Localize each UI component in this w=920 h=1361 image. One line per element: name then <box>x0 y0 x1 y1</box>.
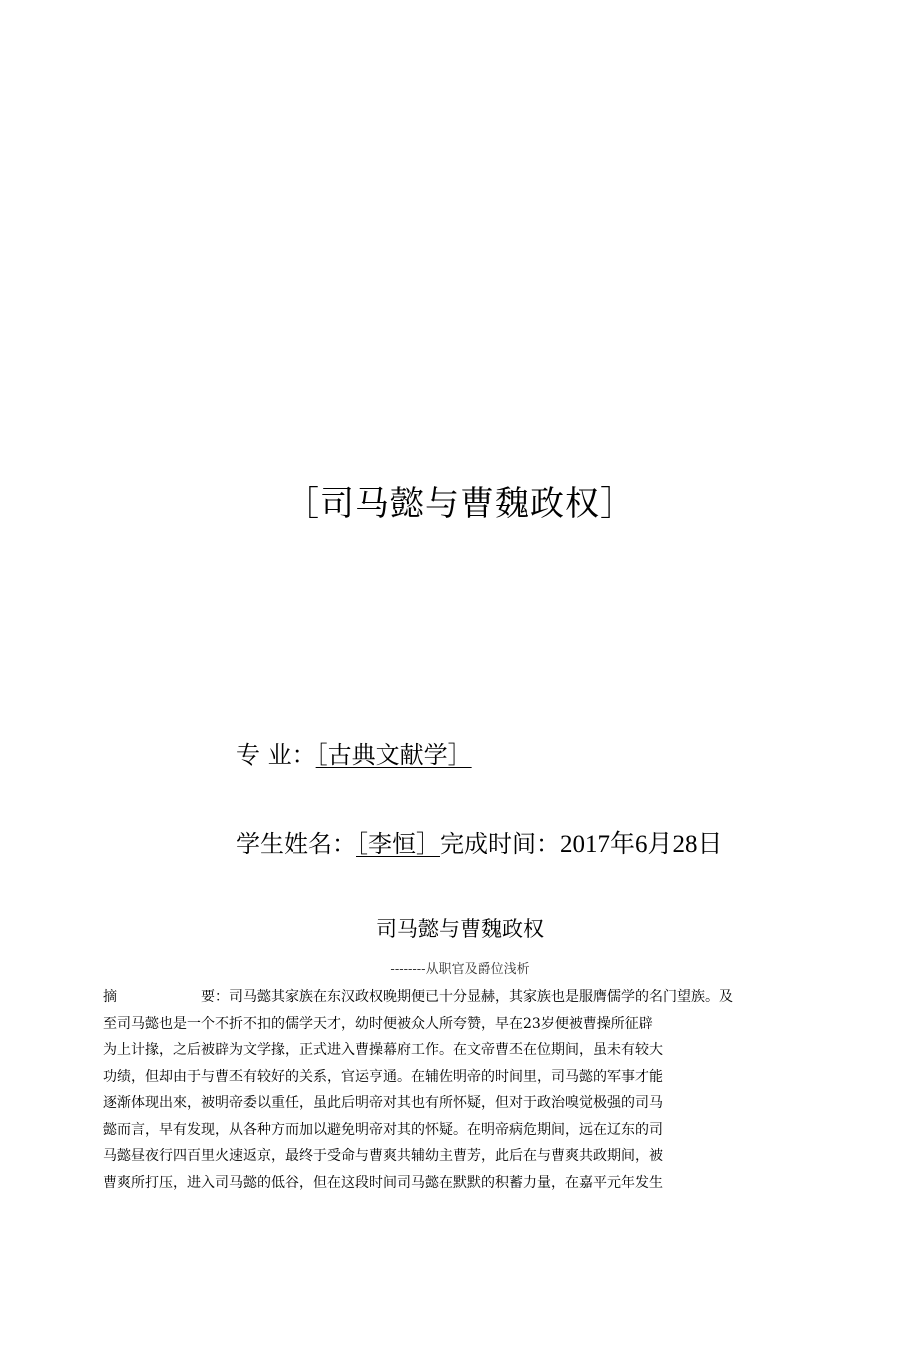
cover-title: ［司马懿与曹魏政权］ <box>285 484 635 524</box>
abstract-line: 懿而言，早有发现，从各种方而加以避免明帝对其的怀疑。在明帝病危期间，远在辽东的司 <box>103 1121 663 1138</box>
student-value: ［李恒］ <box>356 830 440 858</box>
abstract-line: 曹爽所打压，进入司马懿的低谷，但在这段时间司马懿在默默的积蓄力量，在嘉平元年发生 <box>103 1174 663 1191</box>
abstract-line: 至司马懿也是一个不折不扣的儒学天才，幼时便被众人所夸赞，早在23岁便被曹操所征辟 <box>103 1015 653 1032</box>
document-subtitle: --------从职官及爵位浅析 <box>390 962 530 977</box>
abstract <box>103 984 823 1196</box>
document-title: 司马懿与曹魏政权 <box>376 917 544 941</box>
student-field <box>236 824 723 860</box>
major-field <box>236 735 472 770</box>
abstract-label: 摘 <box>103 989 117 1005</box>
major-label: 专 业： <box>236 741 316 769</box>
abstract-line: 马懿昼夜行四百里火速返京，最终于受命与曹爽共辅幼主曹芳，此后在与曹爽共政期间，被 <box>103 1148 663 1164</box>
major-value: ［古典文献学］ <box>315 741 472 769</box>
abstract-line: 功绩，但却由于与曹丕有较好的关系，官运亨通。在辅佐明帝的时间里，司马懿的军事才能 <box>103 1068 663 1085</box>
abstract-line: 为上计掾，之后被辟为文学掾，正式进入曹操幕府工作。在文帝曹丕在位期间，虽未有较大 <box>103 1042 663 1058</box>
student-label: 学生姓名： <box>236 830 356 858</box>
abstract-text: 司马懿其家族在东汉政权晚期便已十分显赫，其家族也是服膺儒学的名门望族。及 <box>229 989 733 1005</box>
abstract-line <box>103 984 823 1011</box>
abstract-line: 逐渐体现出來，被明帝委以重任，虽此后明帝对其也有所怀疑，但对于政治嗅觉极强的司马 <box>103 1095 663 1111</box>
time-value: 2017年6月28日 <box>560 831 723 858</box>
time-label: 完成时间： <box>440 830 560 858</box>
abstract-label-suffix: 要： <box>201 989 229 1005</box>
